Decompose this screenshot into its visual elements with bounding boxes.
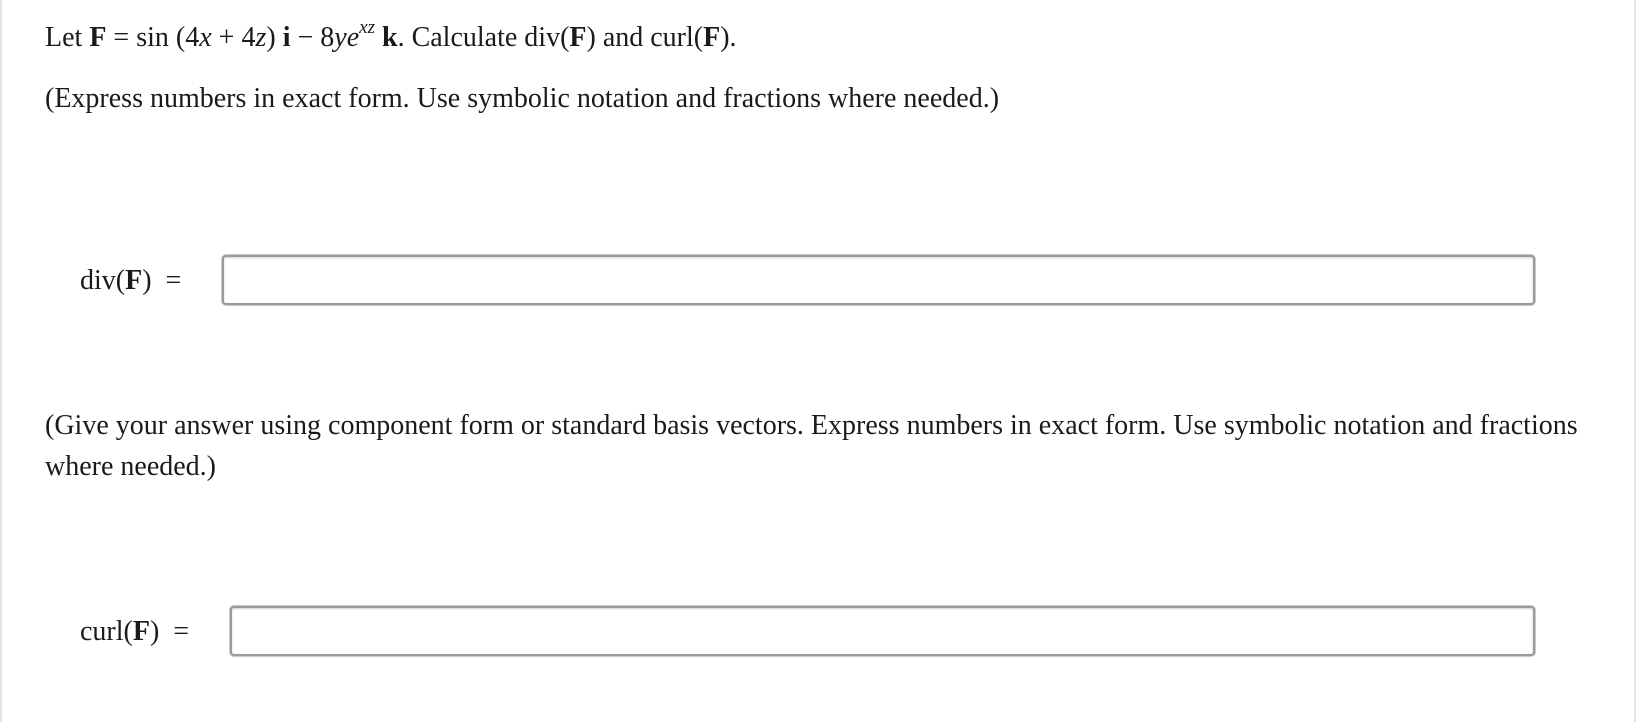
div-label-prefix: div( <box>80 265 126 296</box>
exp-base-e: e <box>346 22 360 53</box>
instruction-curl: (Give your answer using component form or standard basis vectors. Express numbers in exact form. Use symbolic notation and fractions where needed.) <box>45 410 1578 482</box>
div-label-suffix: ) <box>142 265 152 296</box>
problem-text-end: ). <box>720 22 737 53</box>
basis-k: k <box>381 22 398 53</box>
instruction-div: (Express numbers in exact form. Use symbolic notation and fractions where needed.) <box>45 83 1000 114</box>
problem-plus: + 4 <box>211 22 256 53</box>
div-equals: = <box>165 265 182 296</box>
div-label <box>80 255 181 307</box>
curl-label-suffix: ) <box>149 616 160 647</box>
var-y: y <box>334 22 347 53</box>
div-answer-input[interactable] <box>222 255 1535 305</box>
problem-text-calc: . Calculate div( <box>397 22 570 53</box>
vector-field-symbol: F <box>89 22 107 53</box>
vector-field-symbol-div: F <box>569 22 587 53</box>
problem-arg-open: (4 <box>175 22 200 53</box>
problem-equals: = <box>113 22 130 53</box>
problem-text-and: ) and curl( <box>586 22 704 53</box>
sin-function: sin <box>136 22 169 53</box>
exponent-xz: xz <box>359 17 375 38</box>
vector-field-symbol-curl: F <box>703 22 721 53</box>
problem-statement <box>45 18 737 58</box>
curl-label-prefix: curl( <box>80 616 133 647</box>
problem-minus: − 8 <box>290 22 335 53</box>
curl-answer-row <box>2 606 1638 658</box>
curl-answer-input[interactable] <box>230 606 1535 656</box>
basis-i: i <box>282 22 291 53</box>
problem-text-let: Let <box>45 22 83 53</box>
var-x: x <box>199 22 212 53</box>
curl-label-F: F <box>132 616 150 647</box>
curl-equals: = <box>173 616 190 647</box>
div-label-F: F <box>125 265 143 296</box>
problem-arg-close: ) <box>266 22 276 53</box>
div-answer-row <box>2 255 1638 307</box>
curl-label <box>80 606 189 658</box>
var-z: z <box>255 22 267 53</box>
